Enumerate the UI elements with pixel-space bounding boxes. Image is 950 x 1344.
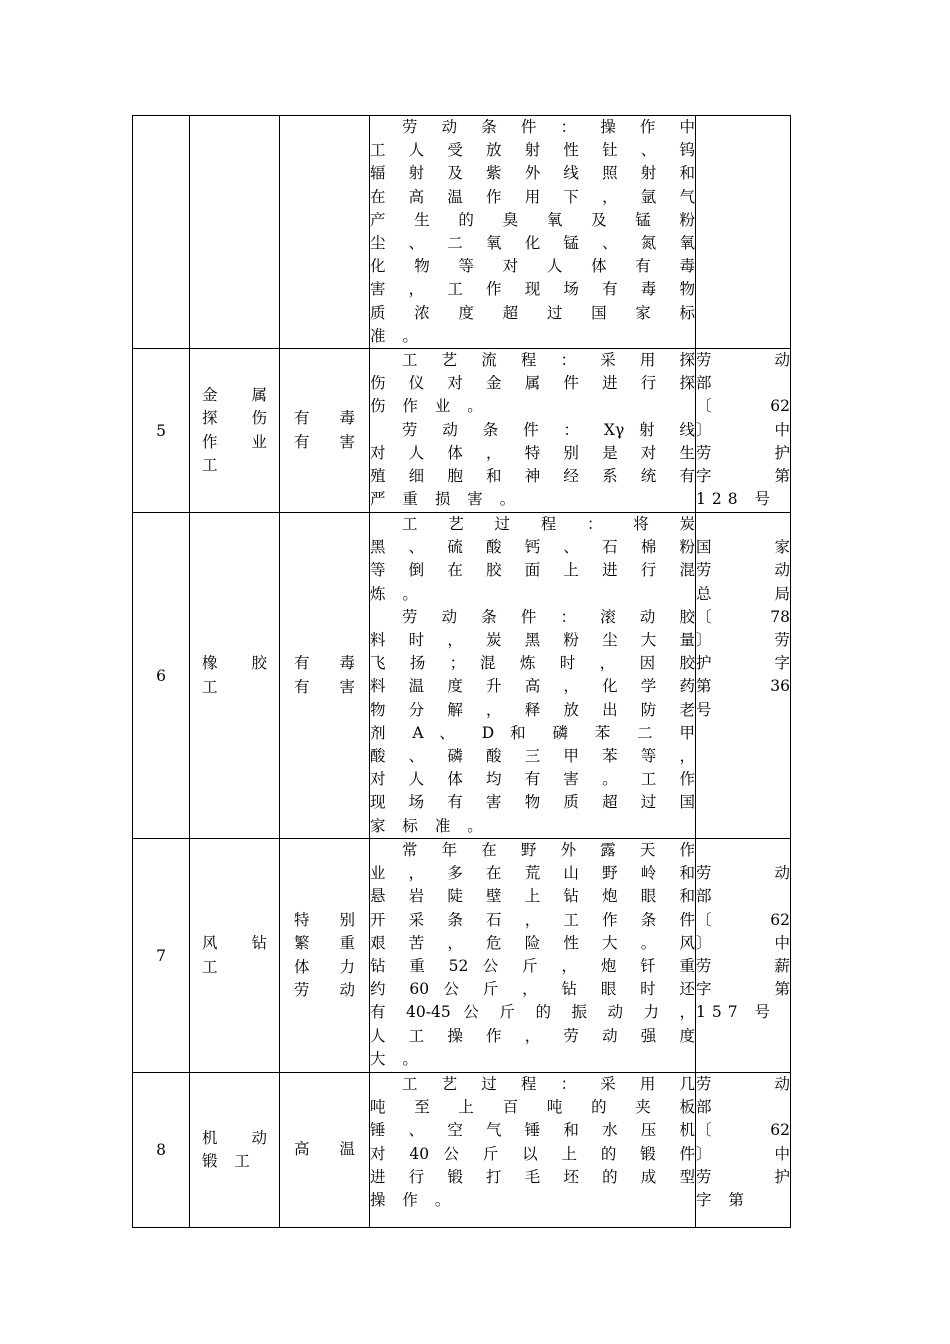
job-name-cell <box>190 349 280 513</box>
cell-line: 炼 。 <box>370 584 424 603</box>
cell-line: 探 伤 <box>202 409 267 428</box>
cell-line: 操 作 。 <box>370 1191 457 1210</box>
cell-line: 吨 至 上 百 吨 的 夹 板 <box>370 1098 695 1117</box>
cell-line: 〕 劳 <box>696 631 790 650</box>
cell-line: 工 艺 过 程 ： 采 用 几 <box>402 1075 695 1094</box>
cell-line: 劳 动 条 件 ： Xγ 射 线 <box>402 420 695 439</box>
cell-line: 约 60 公 斤 ， 钻 眼 时 还 <box>370 980 695 999</box>
cell-line: 劳 动 <box>294 980 355 999</box>
cell-line: 在 高 温 作 用 下 ， 氩 气 <box>370 187 695 206</box>
cell-line: 酸 、 磷 酸 三 甲 苯 等 ， <box>370 747 695 766</box>
cell-line: 黑 、 硫 酸 钙 、 石 棉 粉 <box>370 538 695 557</box>
cell-line: 工 <box>202 957 224 976</box>
description-paragraph <box>370 116 695 348</box>
row-number <box>133 116 190 349</box>
cell-line: 作 业 <box>202 432 267 451</box>
cell-line: 对 40 公 斤 以 上 的 锻 件 <box>370 1144 695 1163</box>
cell-line: 尘 、 二 氧 化 锰 、 氮 氧 <box>370 234 695 253</box>
cell-line: 伤 作 业 。 <box>370 397 489 416</box>
cell-line: 业 ， 多 在 荒 山 野 岭 和 <box>370 864 695 883</box>
description-paragraph <box>370 419 695 512</box>
cell-line: 工 人 受 放 射 性 钍 、 钨 <box>370 141 695 160</box>
description-cell <box>370 349 696 513</box>
cell-line: 大 。 <box>370 1049 424 1068</box>
cell-line: 风 钻 <box>202 934 267 953</box>
cell-line: 严 重 损 害 。 <box>370 490 522 509</box>
cell-line: 工 <box>202 677 224 696</box>
cell-line: 有 毒 <box>294 409 355 428</box>
cell-line: 护 字 <box>696 654 790 673</box>
basis-cell <box>696 116 791 349</box>
cell-line: 人 工 操 作 ， 劳 动 强 度 <box>370 1026 695 1045</box>
cell-line: 有 毒 <box>294 654 355 673</box>
basis-cell <box>696 349 791 513</box>
job-name-cell <box>190 116 280 349</box>
table-row <box>133 513 791 839</box>
cell-line: 劳 动 <box>696 351 790 370</box>
cell-line: 部 <box>696 1098 712 1117</box>
description-paragraph <box>370 839 695 1071</box>
cell-line <box>696 513 790 536</box>
table-row <box>133 1073 791 1228</box>
cell-line: 〔 62 <box>696 910 790 929</box>
category-cell <box>280 116 370 349</box>
cell-line: 工 艺 过 程 ： 将 炭 <box>402 515 695 534</box>
cell-line: 劳 薪 <box>696 957 790 976</box>
cell-line: 对 人 体 ， 特 别 是 对 生 <box>370 443 695 462</box>
row-number: 7 <box>133 839 190 1073</box>
cell-line: 体 力 <box>294 957 355 976</box>
description-paragraph <box>370 513 695 606</box>
cell-line: 劳 护 <box>696 1167 790 1186</box>
cell-line: 钻 重 52 公 斤 ， 炮 钎 重 <box>370 957 695 976</box>
job-name-cell <box>190 1073 280 1228</box>
cell-line: 有 害 <box>294 432 355 451</box>
row-number: 5 <box>133 349 190 513</box>
cell-line: 特 别 <box>294 911 355 930</box>
cell-line: 工 <box>202 455 224 474</box>
cell-line: 家 标 准 。 <box>370 816 489 835</box>
table-row <box>133 349 791 513</box>
description-cell <box>370 116 696 349</box>
cell-line: 常 年 在 野 外 露 天 作 <box>402 841 695 860</box>
cell-line: 艰 苦 ， 危 险 性 大 。 风 <box>370 933 695 952</box>
cell-line: 锤 、 空 气 锤 和 水 压 机 <box>370 1121 695 1140</box>
cell-line: 高 温 <box>294 1140 355 1159</box>
cell-line: 字 第 <box>696 980 790 999</box>
cell-line: 劳 动 <box>696 561 790 580</box>
cell-line: 进 行 锻 打 毛 坯 的 成 型 <box>370 1167 695 1186</box>
cell-line: 开 采 条 石 ， 工 作 条 件 <box>370 910 695 929</box>
cell-line: 劳 动 条 件 ： 操 作 中 <box>402 118 695 136</box>
cell-line: 总 局 <box>696 584 790 603</box>
cell-line: 〔 62 <box>696 1121 790 1140</box>
description-paragraph <box>370 1073 695 1212</box>
cell-line: 料 温 度 升 高 ， 化 学 药 <box>370 677 695 696</box>
cell-line: 工 艺 流 程 ： 采 用 探 <box>402 351 695 370</box>
job-name-cell <box>190 513 280 839</box>
cell-line: 〔 78 <box>696 607 790 626</box>
category-cell <box>280 839 370 1073</box>
cell-line: 部 <box>696 374 712 393</box>
cell-line: 劳 动 <box>696 864 790 883</box>
cell-line: 辐 射 及 紫 外 线 照 射 和 <box>370 164 695 183</box>
cell-line: 殖 细 胞 和 神 经 系 统 有 <box>370 467 695 486</box>
category-cell <box>280 513 370 839</box>
occupation-table <box>132 115 791 1228</box>
cell-line: 害 ， 工 作 现 场 有 毒 物 <box>370 280 695 299</box>
cell-line: 伤 仪 对 金 属 件 进 行 探 <box>370 374 695 393</box>
cell-line: 金 属 <box>202 386 267 405</box>
description-paragraph <box>370 349 695 419</box>
row-number: 8 <box>133 1073 190 1228</box>
description-cell <box>370 839 696 1073</box>
cell-line: 有 40-45 公 斤 的 振 动 力 ， <box>370 1003 695 1022</box>
cell-line <box>696 839 790 862</box>
cell-line: 物 分 解 ， 释 放 出 防 老 <box>370 700 695 719</box>
cell-line: 劳 动 条 件 ： 滚 动 胶 <box>402 607 695 626</box>
job-name-cell <box>190 839 280 1073</box>
cell-line: 橡 胶 <box>202 654 267 673</box>
basis-cell <box>696 1073 791 1228</box>
cell-line: 繁 重 <box>294 934 355 953</box>
description-cell <box>370 513 696 839</box>
cell-line: 〔 62 <box>696 397 790 416</box>
cell-line: 号 <box>696 700 718 719</box>
category-cell <box>280 349 370 513</box>
cell-line: 劳 动 <box>696 1075 790 1094</box>
cell-line: 现 场 有 害 物 质 超 过 国 <box>370 793 695 812</box>
cell-line: 〕 中 <box>696 1144 790 1163</box>
cell-line: 化 物 等 对 人 体 有 毒 <box>370 257 695 276</box>
basis-cell <box>696 839 791 1073</box>
cell-line: 飞 扬 ； 混 炼 时 ， 因 胶 <box>370 654 695 673</box>
cell-line: 国 家 <box>696 538 790 557</box>
category-cell <box>280 1073 370 1228</box>
row-number: 6 <box>133 513 190 839</box>
description-paragraph <box>370 606 695 838</box>
table-row <box>133 839 791 1073</box>
cell-line: 第 36 <box>696 677 790 696</box>
cell-line: 锻 工 <box>202 1152 256 1171</box>
cell-line: 机 动 <box>202 1128 267 1147</box>
cell-line: 料 时 ， 炭 黑 粉 尘 大 量 <box>370 631 695 650</box>
cell-line: 等 倒 在 胶 面 上 进 行 混 <box>370 561 695 580</box>
cell-line: 产 生 的 臭 氧 及 锰 粉 <box>370 210 695 229</box>
cell-line: 部 <box>696 887 712 906</box>
cell-line: 128 号 <box>696 490 777 509</box>
cell-line: 劳 护 <box>696 443 790 462</box>
cell-line: 〕 中 <box>696 933 790 952</box>
basis-cell <box>696 513 791 839</box>
cell-line: 对 人 体 均 有 害 。 工 作 <box>370 770 695 789</box>
table-row <box>133 116 791 349</box>
cell-line: 悬 岩 陡 壁 上 钻 炮 眼 和 <box>370 887 695 906</box>
cell-line: 有 害 <box>294 677 355 696</box>
cell-line: 〕 中 <box>696 420 790 439</box>
cell-line: 字 第 <box>696 467 790 486</box>
cell-line: 准 。 <box>370 326 424 345</box>
cell-line: 157 号 <box>696 1003 777 1022</box>
cell-line: 剂 A 、 D 和 磷 苯 二 甲 <box>370 723 695 742</box>
cell-line: 质 浓 度 超 过 国 家 标 <box>370 303 695 322</box>
description-cell <box>370 1073 696 1228</box>
cell-line: 字 第 <box>696 1191 750 1210</box>
